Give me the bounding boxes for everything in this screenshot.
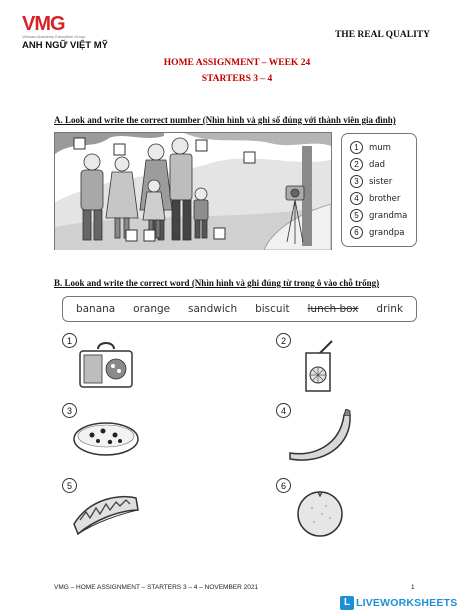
family-picture: [54, 132, 332, 250]
legend-word: brother: [369, 193, 401, 204]
number-badge: 3: [62, 403, 77, 418]
drink-icon: [284, 339, 356, 393]
number-badge: 2: [350, 158, 363, 171]
picture-item-1: [62, 333, 142, 395]
number-badge: 6: [350, 226, 363, 239]
page-number: 1: [411, 584, 415, 591]
family-word-legend: [341, 133, 417, 247]
liveworksheets-logo-icon: L: [340, 596, 354, 610]
number-badge: 5: [62, 478, 77, 493]
legend-word: grandma: [369, 210, 408, 221]
legend-word: sister: [369, 176, 393, 187]
picture-item-4: [276, 403, 356, 465]
legend-row: [350, 224, 416, 241]
logo-tagline: Vietnam Academy Education Group: [22, 34, 86, 39]
legend-row: [350, 207, 416, 224]
section-a-heading: A. Look and write the correct number (Nhìn hình và ghi số đúng với thành viên gia đình): [54, 115, 396, 125]
number-badge: 2: [276, 333, 291, 348]
picture-item-6: [276, 478, 356, 540]
level-title: STARTERS 3 – 4: [201, 74, 273, 84]
vmg-logo: [22, 14, 132, 51]
legend-row: [350, 156, 416, 173]
picture-item-3: [62, 403, 142, 465]
logo-name: ANH NGỮ VIỆT MỸ: [22, 40, 108, 51]
word-bank-item-example: lunch box: [307, 303, 359, 315]
word-bank-item: orange: [133, 303, 171, 315]
legend-row: [350, 190, 416, 207]
legend-row: [350, 173, 416, 190]
footer-text: VMG – HOME ASSIGNMENT – STARTERS 3 – 4 – NOVEMBER 2021: [54, 584, 259, 591]
legend-word: mum: [369, 142, 391, 153]
watermark-text: LIVEWORKSHEETS: [356, 596, 458, 609]
legend-row: [350, 139, 416, 156]
word-bank-item: biscuit: [255, 303, 290, 315]
legend-word: dad: [369, 159, 385, 170]
orange-icon: [284, 484, 356, 538]
sandwich-icon: [70, 484, 142, 538]
assignment-title: HOME ASSIGNMENT – WEEK 24: [163, 58, 311, 68]
number-badge: 1: [350, 141, 363, 154]
word-bank-item: banana: [75, 303, 116, 315]
word-bank: [62, 296, 417, 322]
word-bank-item: drink: [376, 303, 404, 315]
number-badge: 6: [276, 478, 291, 493]
liveworksheets-watermark: [340, 594, 474, 611]
word-bank-item: sandwich: [188, 303, 238, 315]
number-badge: 1: [62, 333, 77, 348]
legend-word: grandpa: [369, 227, 405, 238]
picture-item-2: [276, 333, 356, 395]
biscuit-icon: [70, 409, 142, 463]
number-badge: 4: [350, 192, 363, 205]
number-badge: 4: [276, 403, 291, 418]
number-badge: 3: [350, 175, 363, 188]
banana-icon: [284, 409, 356, 463]
quality-slogan: THE REAL QUALITY: [334, 30, 430, 40]
picture-item-5: [62, 478, 142, 540]
lunch-box-icon: [70, 339, 142, 393]
section-b-heading: B. Look and write the correct word (Nhìn hình và ghi đúng từ trong ô vào chỗ trống): [54, 278, 380, 288]
number-badge: 5: [350, 209, 363, 222]
logo-mark: VMG: [22, 13, 65, 35]
